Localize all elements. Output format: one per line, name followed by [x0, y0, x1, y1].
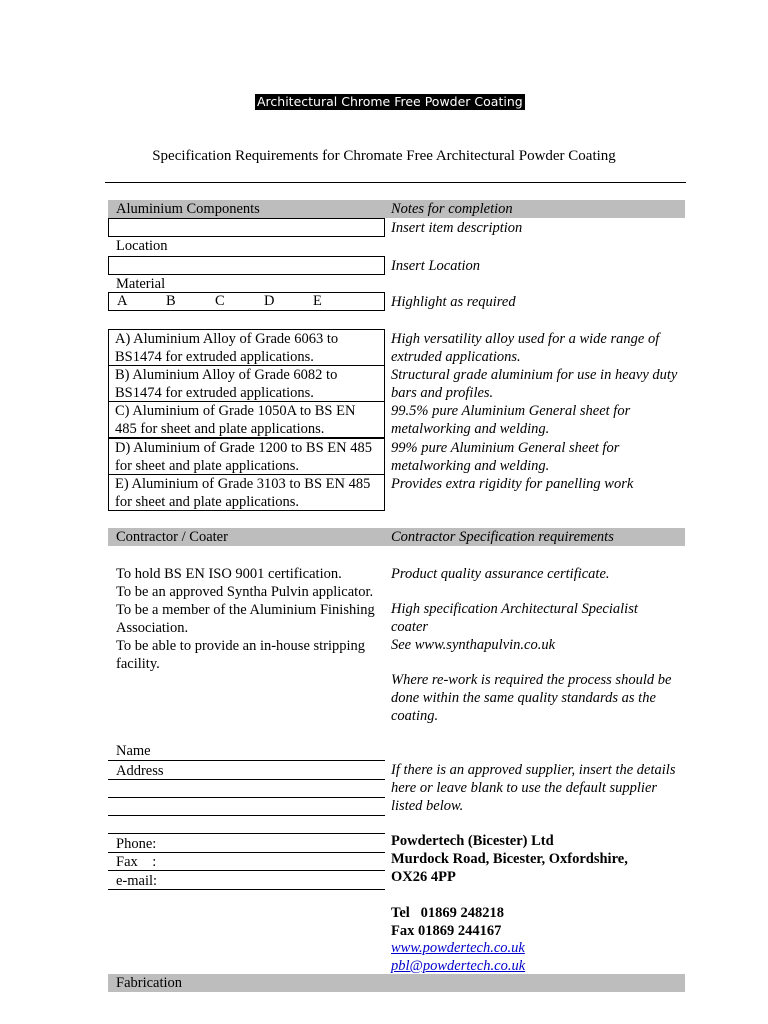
requirement: To be able to provide an in-house stripping facility.: [116, 638, 366, 672]
option-c[interactable]: C: [215, 293, 225, 309]
fax-label: Fax :: [116, 854, 157, 870]
divider: [105, 182, 686, 183]
requirement: To be a member of the Aluminium Finishing Association.: [116, 602, 375, 636]
requirement: To be an approved Syntha Pulvin applicator.: [116, 584, 374, 600]
supplier-email-link[interactable]: pbl@powdertech.co.uk: [391, 958, 526, 974]
material-options[interactable]: [108, 292, 385, 311]
contractor-note-quality: Product quality assurance certificate.: [391, 566, 610, 582]
note-item-description: Insert item description: [391, 220, 523, 236]
alloy-note-d: 99% pure Aluminium General sheet for metalworking and welding.: [391, 440, 620, 474]
fax-field[interactable]: [108, 870, 385, 871]
section-notes-title: Contractor Specification requirements: [391, 529, 614, 545]
document-title: Architectural Chrome Free Powder Coating: [257, 94, 523, 109]
address-field[interactable]: [108, 815, 385, 816]
supplier-address-line1: Murdock Road, Bicester, Oxfordshire,: [391, 851, 628, 867]
alloy-option-e[interactable]: E) Aluminium of Grade 3103 to BS EN 485 for sheet and plate applications.: [108, 474, 385, 511]
contractor-note-rework: Where re-work is required the process should be done within the same quality standards as the coating.: [391, 672, 672, 724]
name-label: Name: [116, 743, 151, 759]
alloy-note-e: Provides extra rigidity for panelling work: [391, 476, 634, 492]
section-notes-title: Notes for completion: [391, 201, 513, 217]
note-location: Insert Location: [391, 258, 481, 274]
address-label: Address: [116, 763, 164, 779]
requirement: To hold BS EN ISO 9001 certification.: [116, 566, 342, 582]
location-label: Location: [116, 238, 168, 254]
option-b[interactable]: B: [166, 293, 176, 309]
section-header-aluminium: [108, 200, 685, 218]
document-subtitle: Specification Requirements for Chromate Free Architectural Powder Coating: [152, 148, 616, 164]
material-label: Material: [116, 276, 166, 292]
alloy-note-c: 99.5% pure Aluminium General sheet for metalworking and welding.: [391, 403, 631, 437]
option-d[interactable]: D: [264, 293, 275, 309]
alloy-option-a[interactable]: A) Aluminium Alloy of Grade 6063 to BS1474 for extruded applications.: [108, 329, 385, 366]
alloy-note-a: High versatility alloy used for a wide range of extruded applications.: [391, 331, 660, 365]
item-description-field[interactable]: [108, 218, 385, 237]
location-field[interactable]: [108, 256, 385, 275]
section-header-contractor: [108, 528, 685, 546]
phone-label: Phone:: [116, 836, 157, 852]
contractor-note-specialist: High specification Architectural Specialist coater: [391, 601, 638, 635]
alloy-option-c[interactable]: C) Aluminium of Grade 1050A to BS EN 485 for sheet and plate applications.: [108, 401, 385, 438]
alloy-note-b: Structural grade aluminium for use in heavy duty bars and profiles.: [391, 367, 678, 401]
alloy-option-b[interactable]: B) Aluminium Alloy of Grade 6082 to BS1474 for extruded applications.: [108, 365, 385, 402]
section-title: Contractor / Coater: [116, 529, 228, 545]
section-title: Aluminium Components: [116, 201, 260, 217]
option-e[interactable]: E: [313, 293, 322, 309]
contractor-requirements: [116, 565, 376, 673]
note-highlight: Highlight as required: [391, 294, 516, 310]
supplier-fax: Fax 01869 244167: [391, 923, 502, 939]
supplier-company: Powdertech (Bicester) Ltd: [391, 833, 554, 849]
supplier-website-link[interactable]: www.powdertech.co.uk: [391, 940, 525, 956]
option-a[interactable]: A: [117, 293, 128, 309]
name-field[interactable]: [108, 760, 385, 761]
section-title: Fabrication: [116, 975, 183, 991]
contractor-note-website: See www.synthapulvin.co.uk: [391, 637, 556, 653]
divider: [108, 833, 385, 834]
alloy-option-d[interactable]: D) Aluminium of Grade 1200 to BS EN 485 for sheet and plate applications.: [108, 438, 385, 475]
section-header-fabrication: [108, 974, 685, 992]
address-field[interactable]: [108, 779, 385, 780]
supplier-tel: Tel 01869 248218: [391, 905, 505, 921]
supplier-address-line2: OX26 4PP: [391, 869, 456, 885]
email-field[interactable]: [108, 889, 385, 890]
supplier-note: If there is an approved supplier, insert the details here or leave blank to use the default supplier listed below.: [391, 762, 676, 814]
email-label: e-mail:: [116, 873, 158, 889]
address-field[interactable]: [108, 797, 385, 798]
